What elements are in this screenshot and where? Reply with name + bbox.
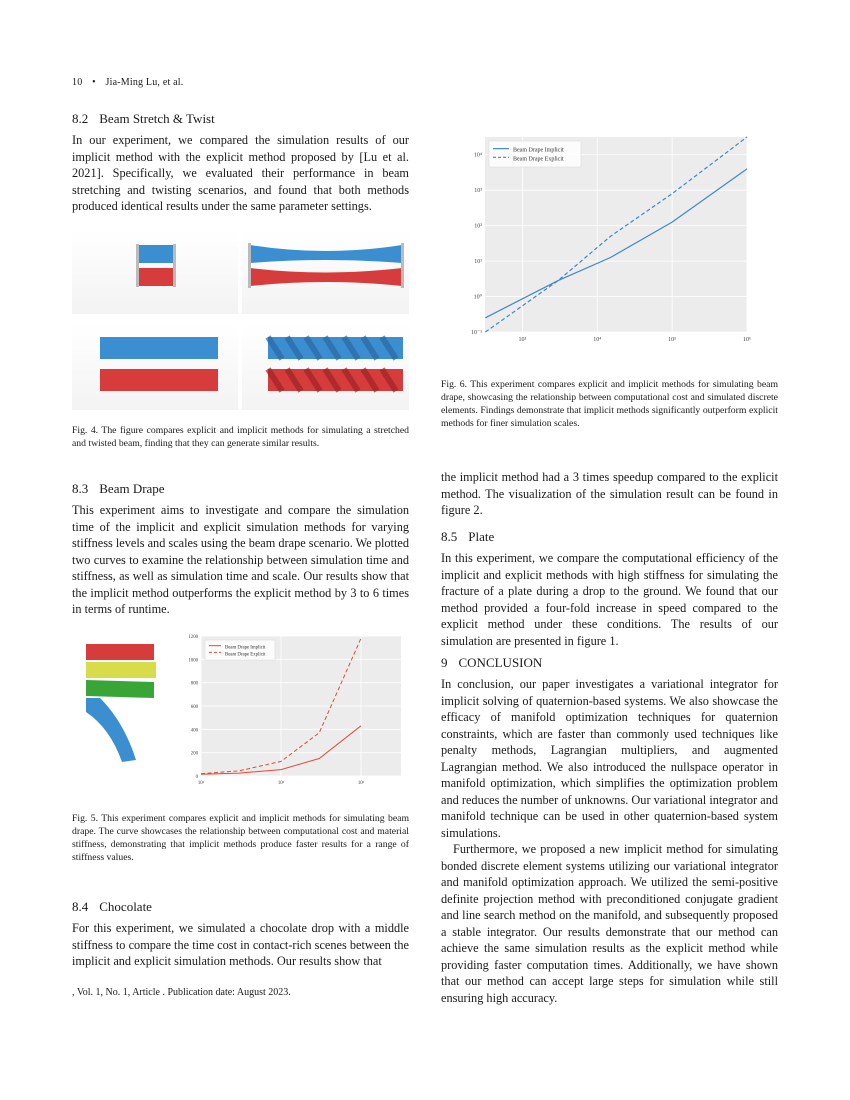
y-tick-label: 200: [190, 751, 198, 757]
figure-6-caption: Fig. 6. This experiment compares explicit and implicit methods for simulating beam drape, showcasing the relationship between computational cost and simulated discrete elements. Findings demonstrate that implicit methods significantly outperform explicit methods for finer simulation scales.: [441, 379, 778, 429]
clamp-left: [136, 244, 139, 287]
section-8-2: [72, 111, 409, 215]
beam-red-short: [138, 268, 174, 286]
section-8-5-text: In this experiment, we compare the computational efficiency of the implicit and explicit methods with high stiffness for simulating the fracture of a plate during a drop to the ground. We found that our method provided a four-fold increase in speed compared to the explicit method under these conditions. The results of our simulation are presented in figure 1.: [441, 551, 778, 648]
x-tick-label: 10³: [357, 780, 365, 786]
section-8-3-heading: 8.3 Beam Drape: [72, 481, 165, 496]
x-tick-label: 10²: [277, 780, 285, 786]
y-tick-label: 600: [190, 705, 198, 710]
figure-4-image: [72, 230, 409, 410]
header-authors: Jia-Ming Lu, et al.: [105, 77, 184, 88]
y-tick-label: 0: [195, 775, 198, 780]
legend-label: Beam Drape Explicit: [225, 652, 266, 658]
section-8-5: [441, 529, 778, 649]
header-separator: •: [92, 77, 96, 88]
clamp-right-2: [401, 243, 404, 288]
y-tick-label: 10⁴: [473, 152, 482, 159]
y-tick-label: 1000: [188, 658, 198, 664]
x-tick-label: 10⁵: [668, 337, 677, 343]
beam-blue-twisted: [268, 337, 403, 359]
y-tick-label: 10⁰: [473, 294, 482, 301]
beam-red-twisted: [268, 369, 403, 391]
y-tick-label: 10³: [474, 188, 482, 195]
legend-label: Beam Drape Implicit: [513, 147, 564, 154]
beam-yellow-drape: [86, 662, 156, 678]
figure-4-caption: Fig. 4. The figure compares explicit and implicit methods for simulating a stretched and twisted beam, finding that they can generate similar results.: [72, 425, 409, 449]
section-9-paragraph-1: In conclusion, our paper investigates a variational integrator for implicit solving of quaternion-based systems. We also showcase the efficacy of manifold optimization techniques for quaternion constraints, which are faster than commonly used techniques like penalty methods, Lagrangian multipliers, and augmented Lagrangian method. We also introduced the nullspace operator in manifold optimization, which simplifies the optimization problem and reduces the number of unknowns. Our variational integrator and manifold technique can be used in other quaternion-based system simulations.: [441, 677, 778, 840]
y-tick-label: 10²: [474, 223, 482, 230]
section-9-heading: 9 CONCLUSION: [441, 655, 543, 670]
clamp-right: [173, 244, 176, 287]
figure-5-chart: [187, 632, 407, 792]
section-8-4-heading: 8.4 Chocolate: [72, 899, 152, 914]
section-8-2-text: In our experiment, we compared the simulation results of our implicit method with the explicit method proposed by [Lu et al. 2021]. Specifically, we evaluated their performance in beam stretching and twisting scenarios, and found that both methods produced identical results under the same parameter settings.: [72, 133, 409, 213]
running-footer: , Vol. 1, No. 1, Article . Publication date: August 2023.: [72, 987, 291, 998]
beam-red-drape: [86, 644, 154, 660]
figure-4: [72, 230, 409, 410]
beam-green-drape: [86, 680, 154, 698]
legend-box: [489, 141, 581, 167]
section-8-4-text: For this experiment, we simulated a chocolate drop with a middle stiffness to compare the time cost in contact-rich scenes between the implicit and explicit simulation methods. Our results show that: [72, 921, 409, 968]
section-8-3: [72, 481, 409, 618]
y-tick-label: 10¹: [474, 259, 482, 266]
y-tick-label: 800: [190, 681, 198, 687]
section-9: [441, 655, 778, 1006]
x-tick-label: 10⁴: [593, 337, 602, 343]
section-9-paragraph-2: Furthermore, we proposed a new implicit method for simulating bonded discrete element systems utilizing our variational integrator and manifold optimization approach. We utilized the semi-positive definite projection method with preconditioned conjugate gradient and line search method on the manifold, and subsequently proposed a stable integrator. Our results demonstrate that our method can achieve the same simulation results as the explicit method while providing faster computation times. Additionally, we have shown that our method can accept large steps for simulation while still ensuring high accuracy.: [441, 842, 778, 1005]
section-8-5-heading: 8.5 Plate: [441, 529, 495, 544]
legend-label: Beam Drape Explicit: [513, 156, 564, 163]
x-tick-label: 10¹: [197, 780, 205, 786]
figure-6-chart: [441, 135, 778, 350]
beam-blue-short: [138, 245, 174, 263]
y-tick-label: 10⁻¹: [471, 330, 482, 336]
x-tick-label: 10³: [518, 337, 527, 343]
y-tick-label: 1200: [188, 635, 198, 640]
legend-label: Beam Drape Implicit: [225, 645, 266, 651]
figure-5: [72, 632, 409, 792]
beam-blue-long: [100, 337, 218, 359]
y-tick-label: 400: [190, 728, 198, 734]
figure-5-caption: Fig. 5. This experiment compares explicit and implicit methods for simulating beam drape. The curve showcases the relationship between computational cost and material stiffness, demonstrating that implicit methods produce faster results for a range of stiffness values.: [72, 813, 409, 863]
section-8-4: [72, 899, 409, 970]
section-8-2-heading: 8.2 Beam Stretch & Twist: [72, 111, 215, 126]
figure-6: [441, 135, 778, 350]
beam-red-long: [100, 369, 218, 391]
x-tick-label: 10⁶: [742, 337, 752, 343]
clamp-left-2: [248, 243, 251, 288]
section-8-4-continued: the implicit method had a 3 times speedup compared to the explicit method. The visualization of the simulation result can be found in figure 2.: [441, 470, 778, 517]
section-8-3-text: This experiment aims to investigate and compare the simulation time of the implicit and explicit simulation methods for varying stiffness levels and scales using the beam drape scenario. We plotted two curves to examine the relationship between simulation time and stiffness, as well as simulation time and scale. Our results show that the implicit method outperforms the explicit method by 3 to 6 times in terms of runtime.: [72, 503, 409, 616]
running-header: [72, 77, 183, 88]
chocolate-beam-image: [72, 632, 182, 772]
beam-blue-drape: [86, 698, 136, 762]
panel-twist-rest: [72, 324, 238, 410]
page-number: 10: [72, 77, 83, 88]
